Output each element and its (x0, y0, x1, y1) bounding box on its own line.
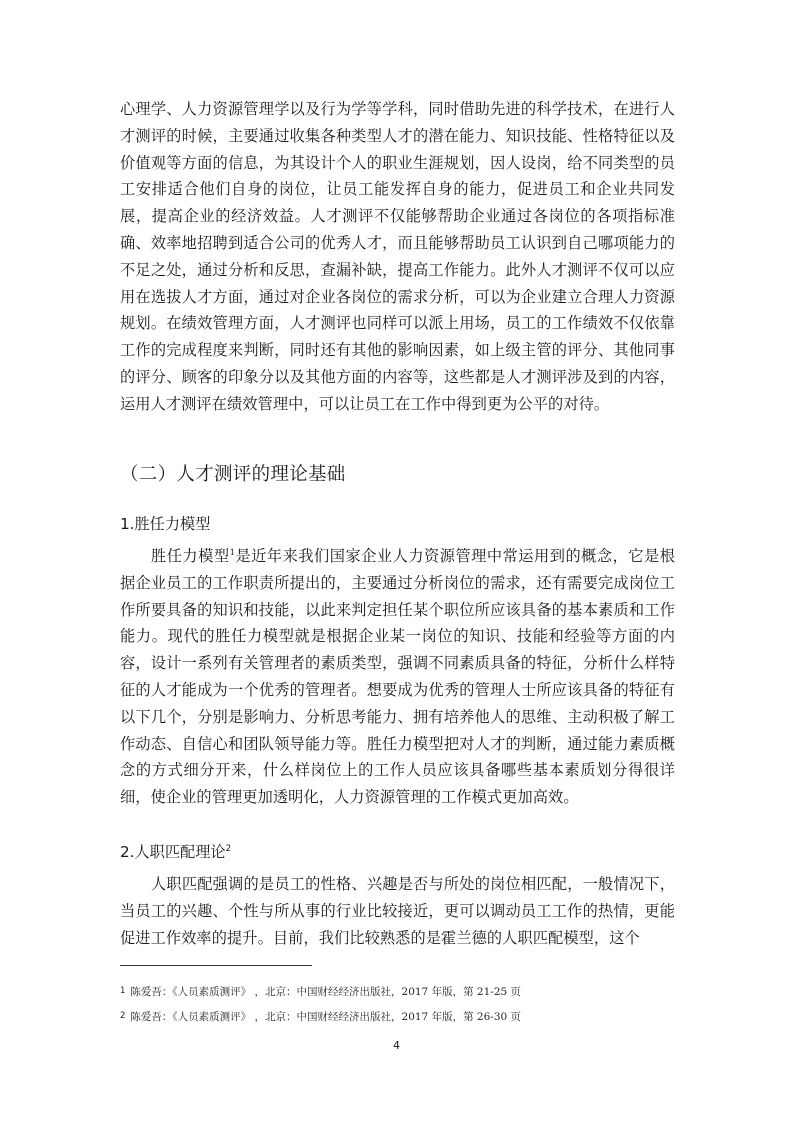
subsection-title-text: 2.人职匹配理论 (120, 843, 226, 861)
footnote-text: 陈爱吾：《人员素质测评》 ，北京：中国财经经济出版社，2017 年版，第 26-30 页 (130, 1011, 522, 1023)
competency-model-body-text: 是近年来我们国家企业人力资源管理中常运用到的概念，它是根据企业员工的工作职责所提出的，主要通过分析岗位的需求，还有需要完成岗位工作所要具备的知识和技能，以此来判定担任某个职位所应该具备的基本素质和工作能力。现代的胜任力模型就是根据企业某一岗位的知识、技能和经验等方面的内容，设计一系列有关管理者的素质类型，强调不同素质具备的特征，分析什么样特征的人才能成为一个优秀的管理者。想要成为优秀的管理人士所应该具备的特征有以下几个，分别是影响力、分析思考能力、拥有培养他人的思维、主动积极了解工作动态、自信心和团队领导能力等。胜任力模型把对人才的判断，通过能力素质概念的方式细分开来，什么样岗位上的工作人员应该具备哪些基本素质划分得很详细，使企业的管理更加透明化，人力资源管理的工作模式更加高效。 (120, 547, 675, 807)
competency-model-lead-term: 胜任力模型 (151, 547, 230, 565)
subsection-title-person-job-fit (120, 840, 231, 864)
footnote-reference-2[interactable]: 2 (225, 843, 232, 854)
intro-paragraph: 心理学、人力资源管理学以及行为学等学科，同时借助先进的科学技术，在进行人才测评的时候，主要通过收集各种类型人才的潜在能力、知识技能、性格特征以及价值观等方面的信息，为其设计个人的职业生涯规划，因人设岗，给不同类型的员工安排适合他们自身的岗位，让员工能发挥自身的能力，促进员工和企业共同发展，提高企业的经济效益。人才测评不仅能够帮助企业通过各岗位的各项指标准确、效率地招聘到适合公司的优秀人才，而且能够帮助员工认识到自己哪项能力的不足之处，通过分析和反思，查漏补缺，提高工作能力。此外人才测评不仅可以应用在选拔人才方面，通过对企业各岗位的需求分析，可以为企业建立合理人力资源规划。在绩效管理方面，人才测评也同样可以派上用场，员工的工作绩效不仅依靠工作的完成程度来判断，同时还有其他的影响因素，如上级主管的评分、其他同事的评分、顾客的印象分以及其他方面的内容等，这些都是人才测评涉及到的内容，运用人才测评在绩效管理中，可以让员工在工作中得到更为公平的对待。 (120, 100, 675, 413)
footnote-number: 2 (120, 1011, 126, 1021)
person-job-fit-paragraph: 人职匹配强调的是员工的性格、兴趣是否与所处的岗位相匹配，一般情况下，当员工的兴趣、个性与所从事的行业比较接近，更可以调动员工工作的热情，更能促进工作效率的提升。目前，我们比较熟悉的是霍兰德的人职匹配模型，这个 (120, 875, 675, 947)
footnote-reference-1[interactable]: 1 (229, 547, 236, 558)
footnote-2 (120, 1008, 675, 1025)
section-heading: （二）人才测评的理论基础 (120, 464, 346, 485)
page-number: 4 (393, 1039, 400, 1052)
subsection-title-competency-model: 1.胜任力模型 (120, 515, 211, 533)
competency-model-paragraph (120, 543, 675, 811)
footnote-number: 1 (120, 986, 126, 996)
footnote-text: 陈爱吾：《人员素质测评》 ，北京：中国财经经济出版社，2017 年版，第 21-25 页 (130, 986, 522, 998)
footnote-1 (120, 983, 675, 1000)
footnote-divider (120, 965, 312, 966)
